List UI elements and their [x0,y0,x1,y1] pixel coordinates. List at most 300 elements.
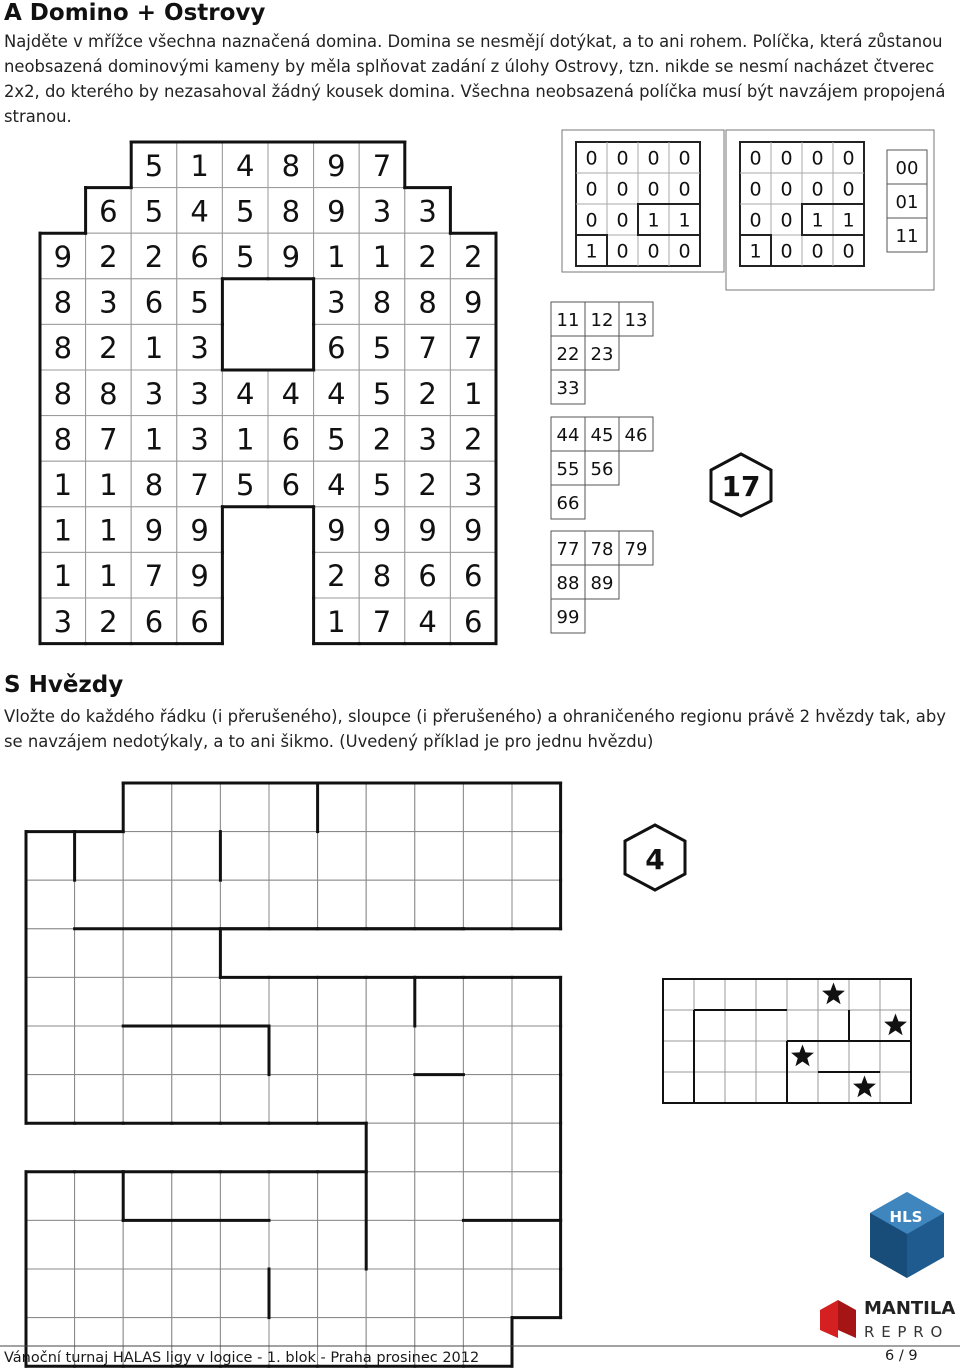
grid-number: 9 [144,513,164,548]
points-badge-a [711,454,771,516]
star-grid-cell[interactable] [172,1075,221,1124]
star-grid-cell[interactable] [512,783,561,832]
grid-number: 4 [235,148,255,183]
star-grid-cell[interactable] [463,1123,512,1172]
example-cell-value: 0 [811,147,824,170]
domino-label: 12 [590,310,614,331]
domino-label: 79 [624,539,648,560]
example-cell-value: 1 [811,209,824,232]
grid-number: 1 [327,240,346,274]
domino-label: 46 [624,425,648,446]
grid-number: 5 [327,422,346,457]
star-grid-cell[interactable] [415,1123,464,1172]
star-grid-cell[interactable] [415,880,464,929]
grid-number: 9 [327,513,346,548]
star-grid-cell[interactable] [220,1269,269,1318]
example-cell-value: 0 [585,147,598,170]
grid-number: 6 [144,604,164,639]
stars-example-cell [663,1041,694,1072]
example-grid-1 [562,130,724,272]
star-grid-cell[interactable] [269,1075,318,1124]
stars-example-cell [756,979,787,1010]
star-grid-cell[interactable] [318,1026,367,1075]
example-cell-value: 0 [616,147,629,170]
example-cell-value: 0 [585,178,598,201]
stars-example-cell [818,1072,849,1103]
stars-example-cell [849,1010,880,1041]
grid-number: 9 [327,194,346,229]
points-badge-s [625,825,685,890]
star-grid-cell[interactable] [512,1123,561,1172]
grid-number: 9 [463,513,483,548]
star-grid-cell[interactable] [366,783,415,832]
footer-page-number: 6 / 9 [885,1348,918,1364]
example-domino-label: 01 [895,192,919,213]
star-grid-cell[interactable] [463,783,512,832]
grid-number: 4 [327,376,346,411]
grid-number: 2 [418,468,437,502]
star-grid-cell[interactable] [269,783,318,832]
star-grid-cell[interactable] [123,929,172,978]
example-domino-label: 11 [895,226,919,247]
star-grid-cell[interactable] [26,1269,75,1318]
halas-logo-text: HLS [889,1208,923,1226]
grid-number: 4 [327,468,346,502]
domino-label: 11 [556,310,580,331]
star-grid-cell[interactable] [123,977,172,1026]
domino-label: 56 [590,459,614,480]
star-grid-cell[interactable] [220,1075,269,1124]
domino-label: 13 [624,310,648,331]
star-grid-cell[interactable] [220,1220,269,1269]
star-grid-cell[interactable] [463,1172,512,1221]
section-s-title: S Hvězdy [4,672,124,698]
grid-number: 1 [99,513,118,548]
star-grid-cell[interactable] [172,832,221,881]
stars-example-cell [787,979,818,1010]
star-grid-cell[interactable] [366,1269,415,1318]
example-cell-value: 1 [678,209,691,232]
example-cell-value: 0 [678,240,691,263]
grid-number: 9 [463,285,483,320]
grid-number: 7 [372,148,392,183]
star-grid-cell[interactable] [26,1075,75,1124]
grid-number: 6 [190,604,209,639]
star-grid-cell[interactable] [415,1075,464,1124]
footer-left: Vánoční turnaj HALAS ligy v logice - 1. blok - Praha prosinec 2012 [4,1350,480,1366]
star-grid-cell[interactable] [172,1269,221,1318]
grid-number: 8 [53,331,73,366]
example-cell-value: 0 [842,178,855,201]
star-grid-cell[interactable] [512,1075,561,1124]
star-grid-cell[interactable] [366,977,415,1026]
grid-number: 4 [418,604,437,639]
grid-number: 8 [372,559,392,594]
example-cell-value: 0 [749,178,762,201]
star-grid-cell[interactable] [366,1220,415,1269]
grid-number: 1 [53,468,73,502]
grid-number: 7 [372,604,392,639]
grid-number: 7 [190,468,209,502]
star-grid-cell[interactable] [172,1026,221,1075]
grid-number: 2 [463,422,483,457]
domino-label: 88 [556,573,580,594]
grid-number: 8 [281,148,301,183]
mantila-text: MANTILA [864,1298,956,1319]
grid-number: 6 [144,285,164,320]
grid-number: 6 [327,331,346,366]
star-grid-cell[interactable] [26,977,75,1026]
star-grid-cell[interactable] [415,783,464,832]
grid-number: 3 [53,604,73,639]
star-grid-cell[interactable] [463,832,512,881]
example-cell-value: 0 [647,147,660,170]
domino-label: 89 [590,573,614,594]
star-grid-cell[interactable] [366,1123,415,1172]
example-cell-value: 1 [749,240,762,263]
star-grid-cell[interactable] [172,1172,221,1221]
section-a-title: A Domino + Ostrovy [4,0,266,26]
domino-lists [551,302,653,633]
star-grid-cell[interactable] [123,1075,172,1124]
grid-number: 3 [190,422,209,457]
halas-logo [870,1192,944,1278]
star-grid-cell[interactable] [172,1220,221,1269]
grid-number: 1 [463,376,483,411]
grid-number: 9 [327,148,346,183]
grid-number: 2 [463,240,483,274]
star-grid-cell[interactable] [75,1075,124,1124]
grid-number: 4 [281,376,301,411]
grid-number: 1 [235,422,255,457]
star-grid-cell[interactable] [220,1026,269,1075]
grid-number: 5 [372,468,392,502]
star-grid-cell[interactable] [269,1172,318,1221]
stars-example-cell [694,1072,725,1103]
star-grid-cell[interactable] [26,1172,75,1221]
stars-puzzle-grid[interactable] [26,783,561,1366]
grid-number: 8 [53,376,73,411]
grid-number: 1 [144,331,164,366]
section-s-instructions: Vložte do každého řádku (i přerušeného), sloupce (i přerušeného) a ohraničeného regionu právě 2 hvězdy tak, aby se navzájem nedotýkaly, a to ani šikmo. (Uvedený příklad je pro jednu hvězdu) [4,707,946,751]
star-grid-cell[interactable] [269,1220,318,1269]
star-grid-cell[interactable] [75,1269,124,1318]
star-grid-cell[interactable] [75,977,124,1026]
star-grid-cell[interactable] [512,1172,561,1221]
star-grid-cell[interactable] [123,783,172,832]
grid-number: 3 [144,376,164,411]
star-grid-cell[interactable] [220,1172,269,1221]
stars-example-cell [880,1072,911,1103]
grid-number: 2 [144,240,164,274]
star-grid-cell[interactable] [75,929,124,978]
grid-number: 8 [53,285,73,320]
stars-example-cell [756,1010,787,1041]
stars-example-cell [725,1010,756,1041]
star-grid-cell[interactable] [463,1075,512,1124]
grid-number: 9 [53,240,73,274]
grid-number: 6 [418,559,437,594]
grid-number: 2 [99,604,118,639]
example-cell-value: 0 [842,147,855,170]
star-grid-cell[interactable] [26,880,75,929]
star-grid-cell[interactable] [269,1269,318,1318]
grid-number: 9 [190,513,209,548]
grid-number: 2 [327,559,346,594]
grid-number: 4 [190,194,209,229]
star-grid-cell[interactable] [269,832,318,881]
domino-label: 55 [556,459,580,480]
star-grid-cell[interactable] [220,880,269,929]
grid-number: 3 [463,468,483,502]
grid-number: 9 [372,513,392,548]
stars-example-cell [787,1010,818,1041]
grid-number: 1 [372,240,392,274]
example-cell-value: 0 [678,178,691,201]
stars-example-cell [756,1072,787,1103]
grid-number: 3 [418,422,437,457]
grid-number: 2 [418,240,437,274]
domino-label: 22 [556,344,580,365]
grid-number: 4 [235,376,255,411]
grid-number: 5 [144,194,164,229]
example-cell-value: 0 [842,240,855,263]
stars-example-cell [663,979,694,1010]
stars-example-cell [849,979,880,1010]
stars-example-cell [725,979,756,1010]
domino-label: 78 [590,539,614,560]
domino-label: 77 [556,539,580,560]
grid-number: 7 [418,331,437,366]
grid-number: 3 [99,285,118,320]
example-cell-value: 0 [811,240,824,263]
star-grid-cell[interactable] [123,1269,172,1318]
star-grid-cell[interactable] [172,880,221,929]
stars-example-cell [694,979,725,1010]
grid-number: 8 [372,285,392,320]
star-grid-cell[interactable] [123,1220,172,1269]
star-grid-cell[interactable] [463,1026,512,1075]
stars-example-cell [694,1041,725,1072]
example-cell-value: 0 [749,147,762,170]
grid-number: 2 [99,240,118,274]
star-grid-cell[interactable] [123,832,172,881]
grid-number: 1 [327,604,346,639]
star-grid-cell[interactable] [415,1172,464,1221]
star-grid-cell[interactable] [75,1172,124,1221]
star-grid-cell[interactable] [463,880,512,929]
star-grid-cell[interactable] [366,1026,415,1075]
section-a-instructions: Najděte v mřížce všechna naznačená domina. Domina se nesmějí dotýkat, a to ani rohem. Políčka, která zůstanou neobsazená dominovými kameny by měla splňovat zadání z úlohy Ostrovy, tzn. nikde se nesmí nacházet čtverec 2x2, do kterého by nezasahoval žádný kousek domina. Všechna neobsazená políčka musí být navzájem propojená stranou. [4,32,946,126]
star-grid-cell[interactable] [318,1075,367,1124]
star-grid-cell[interactable] [26,1026,75,1075]
star-grid-cell[interactable] [415,832,464,881]
stars-example-cell [756,1041,787,1072]
example-cell-value: 0 [749,209,762,232]
stars-example-cell [663,1010,694,1041]
star-grid-cell[interactable] [318,783,367,832]
grid-number: 1 [99,559,118,594]
grid-number: 6 [99,194,118,229]
stars-example-cell [787,1072,818,1103]
example-cell-value: 1 [842,209,855,232]
grid-number: 7 [144,559,164,594]
example-cell-value: 0 [647,240,660,263]
star-grid-cell[interactable] [318,1172,367,1221]
star-grid-cell[interactable] [26,832,75,881]
star-grid-cell[interactable] [512,1220,561,1269]
grid-number: 6 [190,240,209,274]
grid-number: 5 [372,331,392,366]
star-grid-cell[interactable] [415,1026,464,1075]
stars-example-cell [725,1072,756,1103]
star-grid-cell[interactable] [512,1026,561,1075]
star-grid-cell[interactable] [318,977,367,1026]
star-grid-cell[interactable] [512,1269,561,1318]
grid-number: 7 [463,331,483,366]
star-grid-cell[interactable] [512,880,561,929]
star-grid-cell[interactable] [463,1220,512,1269]
star-grid-cell[interactable] [415,1220,464,1269]
grid-number: 1 [144,422,164,457]
star-grid-cell[interactable] [75,880,124,929]
stars-example-cell [880,1041,911,1072]
grid-number: 5 [235,240,255,274]
grid-number: 6 [463,559,483,594]
stars-example-cell [663,1072,694,1103]
grid-number: 5 [190,285,209,320]
grid-number: 1 [53,559,73,594]
example-cell-value: 0 [780,209,793,232]
stars-example-cell [818,1041,849,1072]
star-grid-cell[interactable] [220,783,269,832]
star-grid-cell[interactable] [463,977,512,1026]
star-grid-cell[interactable] [318,832,367,881]
stars-example-cell [694,1010,725,1041]
example-cell-value: 0 [585,209,598,232]
star-grid-cell[interactable] [123,880,172,929]
grid-number: 2 [372,422,392,457]
star-grid-cell[interactable] [172,977,221,1026]
star-grid-cell[interactable] [318,1269,367,1318]
star-grid-cell[interactable] [512,832,561,881]
domino-grid[interactable] [40,142,496,644]
example-cell-value: 0 [616,178,629,201]
grid-number: 2 [99,331,118,366]
star-grid-cell[interactable] [220,832,269,881]
star-grid-cell[interactable] [318,880,367,929]
star-grid-cell[interactable] [26,929,75,978]
grid-number: 9 [418,513,437,548]
grid-number: 3 [327,285,346,320]
grid-number: 9 [281,240,301,274]
grid-number: 8 [144,468,164,502]
star-grid-cell[interactable] [172,783,221,832]
grid-number: 3 [190,331,209,366]
star-grid-cell[interactable] [366,1075,415,1124]
points-s-value: 4 [645,843,665,876]
star-grid-cell[interactable] [75,1220,124,1269]
stars-example-grid [663,979,911,1103]
star-grid-cell[interactable] [415,1269,464,1318]
star-grid-cell[interactable] [366,880,415,929]
star-grid-cell[interactable] [366,832,415,881]
example-cell-value: 0 [647,178,660,201]
star-grid-cell[interactable] [415,977,464,1026]
example-cell-value: 0 [811,178,824,201]
example-cell-value: 0 [780,240,793,263]
grid-number: 1 [190,148,209,183]
star-grid-cell[interactable] [220,977,269,1026]
grid-number: 5 [144,148,164,183]
mantila-subtext: R E P R O [864,1323,944,1341]
example-cell-value: 0 [780,178,793,201]
grid-number: 6 [281,422,301,457]
domino-label: 33 [556,378,580,399]
star-grid-cell[interactable] [75,832,124,881]
example-cell-value: 0 [780,147,793,170]
domino-label: 66 [556,493,580,514]
grid-number: 3 [418,194,437,229]
grid-number: 9 [190,559,209,594]
example-cell-value: 0 [678,147,691,170]
domino-label: 45 [590,425,614,446]
example-domino-label: 00 [895,158,919,179]
grid-number: 1 [53,513,73,548]
grid-number: 8 [281,194,301,229]
star-grid-cell[interactable] [366,1172,415,1221]
points-a-value: 17 [721,470,761,503]
grid-number: 7 [99,422,118,457]
stars-example-cell [849,1041,880,1072]
grid-number: 8 [418,285,437,320]
star-grid-cell[interactable] [123,1172,172,1221]
grid-number: 6 [281,468,301,502]
example-cell-value: 1 [585,240,598,263]
star-grid-cell[interactable] [269,880,318,929]
star-grid-cell[interactable] [75,1026,124,1075]
star-grid-cell[interactable] [318,1220,367,1269]
grid-number: 5 [235,194,255,229]
star-grid-cell[interactable] [123,1026,172,1075]
stars-example-cell [725,1041,756,1072]
grid-number: 3 [190,376,209,411]
grid-number: 8 [99,376,118,411]
grid-number: 5 [372,376,392,411]
domino-label: 44 [556,425,580,446]
star-grid-cell[interactable] [172,929,221,978]
star-grid-cell[interactable] [269,1026,318,1075]
stars-example-cell [818,1010,849,1041]
grid-number: 2 [418,376,437,411]
domino-label: 99 [556,607,580,628]
star-grid-cell[interactable] [463,1269,512,1318]
star-grid-cell[interactable] [26,1220,75,1269]
stars-example-cell [880,979,911,1010]
grid-number: 3 [372,194,392,229]
grid-number: 8 [53,422,73,457]
grid-number: 1 [99,468,118,502]
grid-number: 5 [235,468,255,502]
star-grid-cell[interactable] [512,977,561,1026]
mantila-logo [820,1298,955,1341]
grid-number: 6 [463,604,483,639]
example-cell-value: 0 [616,209,629,232]
example-cell-value: 1 [647,209,660,232]
example-cell-value: 0 [616,240,629,263]
domino-label: 23 [590,344,614,365]
star-grid-cell[interactable] [269,977,318,1026]
